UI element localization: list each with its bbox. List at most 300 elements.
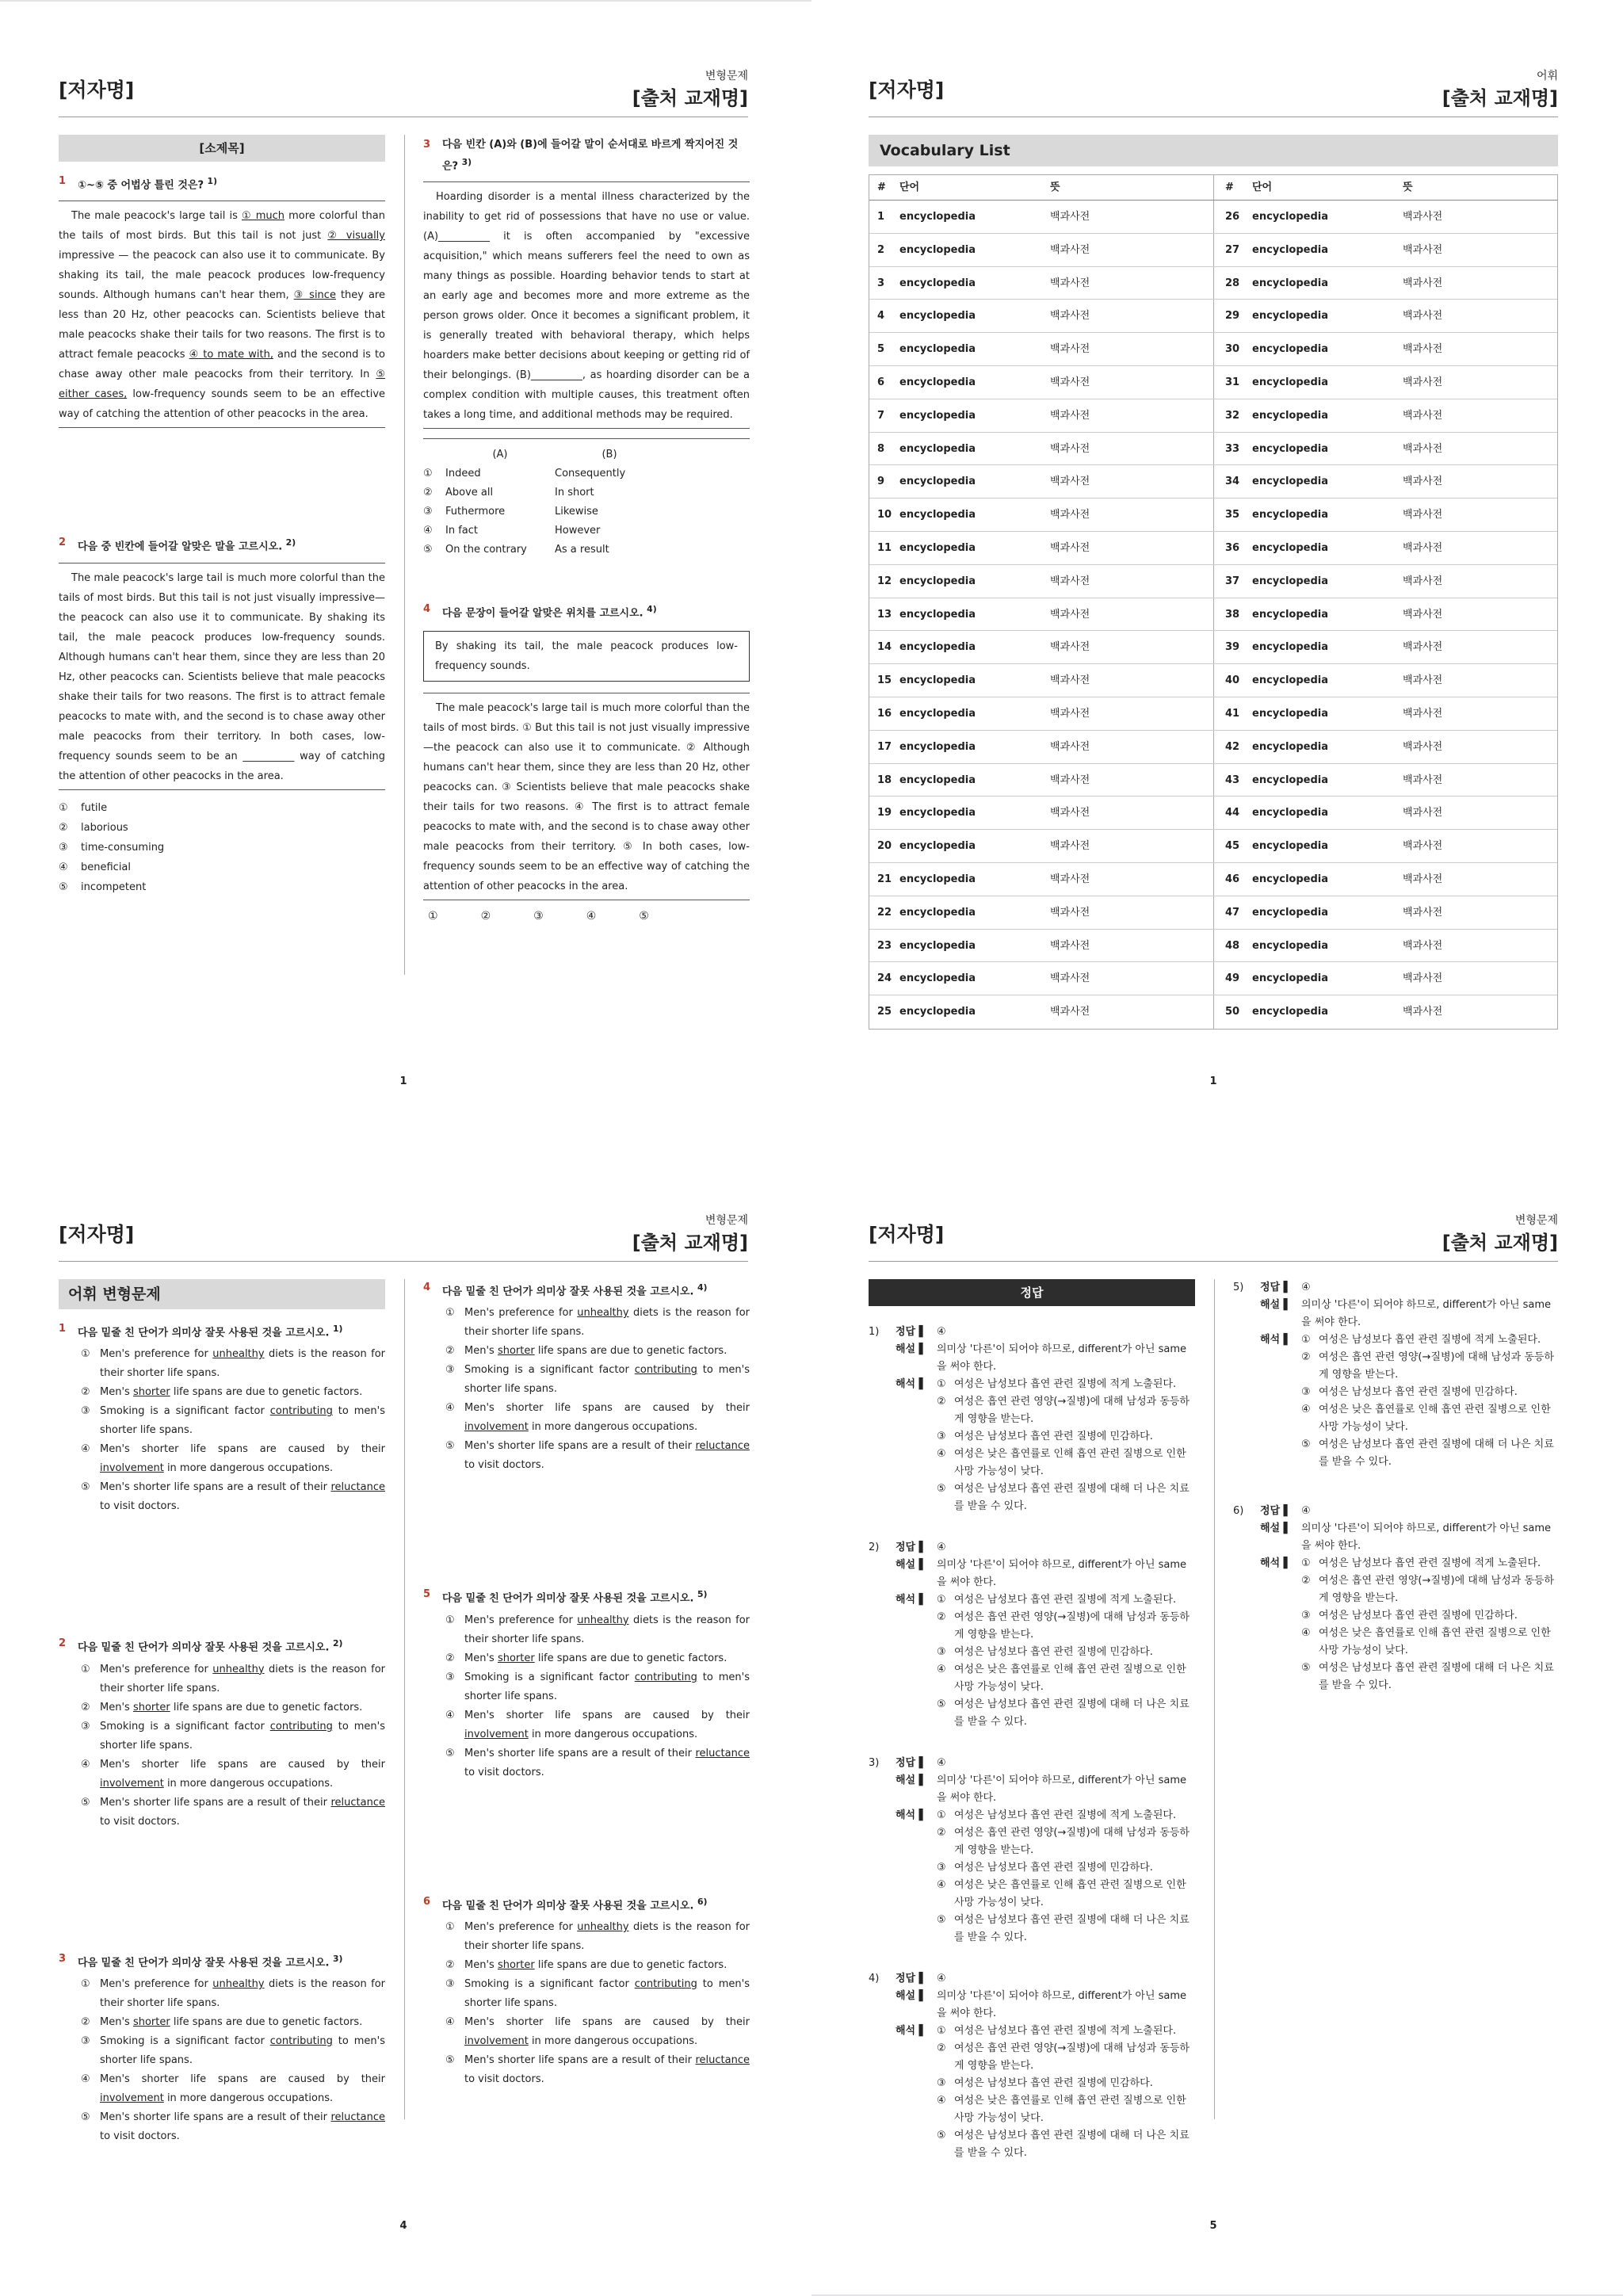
vocab-meaning: 백과사전 — [1403, 641, 1443, 654]
vocab-word: encyclopedia — [1252, 409, 1329, 422]
vocabulary-table — [869, 174, 1558, 1030]
vocab-word: encyclopedia — [899, 740, 976, 753]
vocab-meaning: 백과사전 — [1050, 433, 1214, 465]
option-item[interactable]: ① Men's preference for unhealthy diets is the reason for their shorter life spans. — [81, 1348, 385, 1380]
vocab-word: encyclopedia — [899, 409, 976, 422]
vocab-meaning: 백과사전 — [1050, 631, 1214, 663]
vocab-word: encyclopedia — [899, 674, 976, 687]
top-edge-bar — [0, 0, 812, 2]
vocab-number: 14 — [877, 641, 892, 654]
vocab-number: 10 — [877, 509, 892, 521]
vocabulary-row — [869, 731, 1557, 764]
vocabulary-row — [869, 962, 1557, 995]
option-item[interactable]: ⑤ Men's shorter life spans are a result of their reluctance to visit doctors. — [81, 1796, 385, 1828]
option-item[interactable]: ④ Men's shorter life spans are caused by their involvement in more dangerous occupations. — [445, 1709, 750, 1740]
answer-block: 3) 정답 ▌ ④ 해설 ▌ 의미상 '다른'이 되어야 하므로, different가 아닌 same을 써야 한다. 해석 ▌ ① 여성은 남성보다 흡연 관련 질병에 적게 노출된다. ② 여성은 흡연 관련 영양(→질병)에 대해 남성과 동등하게 영향을 받는다. ③ 여성은 남성보다 흡연 관련 질병에 민감하다. ④ 여성은 낮은 흡연률로 인해 흡연 관련 질병으로 인한 사망 가능성이 낮다. ⑤ 여성은 남성보다 흡연 관련 질병에 대해 더 나은 치료를 받을 수 있다. — [869, 1757, 1190, 1943]
question-options — [423, 1304, 750, 1475]
question-number: 2 — [59, 1637, 67, 1650]
vocab-question — [423, 1279, 750, 1475]
vocabulary-title: Vocabulary List — [869, 135, 1558, 166]
vocab-meaning: 백과사전 — [1403, 707, 1443, 720]
vocab-word: encyclopedia — [1252, 807, 1329, 819]
vocab-word: encyclopedia — [899, 1006, 976, 1018]
vocab-question — [59, 1950, 385, 2146]
vocab-number: 24 — [877, 972, 892, 985]
vocabulary-row — [869, 499, 1557, 532]
vocab-word: encyclopedia — [1252, 541, 1329, 554]
vocab-word: encyclopedia — [1252, 972, 1329, 985]
question-number: 1 — [59, 175, 67, 187]
question-prompt: 다음 밑줄 친 단어가 의미상 잘못 사용된 것을 고르시오. $^{5)}$ — [442, 1589, 708, 1605]
question-heading — [423, 1893, 750, 1915]
vocab-number: 45 — [1225, 840, 1240, 853]
vocab-number: 4 — [877, 310, 885, 323]
doc-kind: 변형문제 — [705, 1214, 748, 1227]
vocabulary-row — [869, 598, 1557, 632]
question-1-heading — [59, 173, 385, 194]
vocabulary-row — [869, 399, 1557, 433]
author-name: [저자명] — [59, 1223, 135, 1246]
vocab-question — [59, 1320, 385, 1516]
vocab-meaning: 백과사전 — [1403, 774, 1443, 786]
option-item[interactable]: ② Men's shorter life spans are due to genetic factors. — [81, 1386, 363, 1399]
vocab-meaning: 백과사전 — [1050, 664, 1214, 697]
vocab-meaning: 백과사전 — [1050, 863, 1214, 896]
vocab-word: encyclopedia — [1252, 641, 1329, 654]
vocabulary-table-header: # 단어 뜻 # 단어 뜻 — [869, 175, 1557, 201]
question-number: 4 — [423, 603, 431, 616]
page-header — [869, 62, 1558, 117]
vocab-number: 20 — [877, 840, 892, 853]
vocab-number: 19 — [877, 807, 892, 819]
vocab-number: 25 — [877, 1006, 892, 1018]
vocab-meaning: 백과사전 — [1050, 830, 1214, 862]
vocab-word: encyclopedia — [899, 376, 976, 388]
vocabulary-row — [869, 830, 1557, 863]
option-item[interactable]: ③ Smoking is a significant factor contributing to men's shorter life spans. — [81, 1720, 385, 1752]
vocab-meaning: 백과사전 — [1050, 731, 1214, 763]
vocab-word: encyclopedia — [1252, 442, 1329, 455]
answer-block: 1) 정답 ▌ ④ 해설 ▌ 의미상 '다른'이 되어야 하므로, different가 아닌 same을 써야 한다. 해석 ▌ ① 여성은 남성보다 흡연 관련 질병에 적게 노출된다. ② 여성은 흡연 관련 영양(→질병)에 대해 남성과 동등하게 영향을 받는다. ③ 여성은 남성보다 흡연 관련 질병에 민감하다. ④ 여성은 낮은 흡연률로 인해 흡연 관련 질병으로 인한 사망 가능성이 낮다. ⑤ 여성은 남성보다 흡연 관련 질병에 대해 더 나은 치료를 받을 수 있다. — [869, 1326, 1190, 1512]
vocab-number: 48 — [1225, 939, 1240, 952]
vocabulary-row — [869, 300, 1557, 333]
vocab-number: 41 — [1225, 707, 1240, 720]
vocabulary-row — [869, 333, 1557, 366]
vocab-number: 9 — [877, 476, 885, 488]
page-number: 4 — [399, 2220, 407, 2232]
vocabulary-row — [869, 631, 1557, 664]
author-name: [저자명] — [869, 1223, 945, 1246]
question-heading — [59, 1320, 385, 1342]
page-header — [59, 62, 748, 117]
option-item[interactable]: ② Men's shorter life spans are due to genetic factors. — [81, 1701, 363, 1713]
vocab-word: encyclopedia — [899, 807, 976, 819]
vocab-meaning: 백과사전 — [1403, 972, 1443, 985]
question-options — [59, 1660, 385, 1832]
vocab-number: 31 — [1225, 376, 1240, 388]
vocab-meaning: 백과사전 — [1403, 1006, 1443, 1018]
vocab-meaning: 백과사전 — [1050, 598, 1214, 631]
option-item[interactable]: ④ Men's shorter life spans are caused by their involvement in more dangerous occupations. — [81, 1758, 385, 1790]
vocab-number: 28 — [1225, 277, 1240, 289]
doc-kind: 변형문제 — [705, 70, 748, 82]
vocab-number: 13 — [877, 608, 892, 621]
vocab-number: 46 — [1225, 873, 1240, 885]
page-variant-questions — [59, 62, 748, 1108]
option-item[interactable]: ① Men's preference for unhealthy diets is the reason for their shorter life spans. — [445, 1920, 750, 1952]
question-1-passage: The male peacock's large tail is ① much more colorful than the tails of most birds. But this tail is not just ② visually impressive — the peacock can also use it to communicate. By shaking its tail, the male peacock produces low-frequency sounds. Although humans can't hear them, ③ since they are less than 20 Hz, other peacocks can. Scientists believe that male peacocks shake their tails for two reasons. The first is to attract female peacocks ④ to mate with, and the second is to chase away other male peacocks from their territory. In ⑤ either cases, low-frequency sounds seem to be an effective way of catching the attention of other peacocks in the area. — [59, 201, 385, 428]
vocab-question — [423, 1586, 750, 1782]
book-name: [출처 교재명] — [1442, 87, 1558, 109]
option-item[interactable]: ② Men's shorter life spans are due to genetic factors. — [445, 1958, 727, 1971]
vocab-word: encyclopedia — [1252, 277, 1329, 289]
vocab-word: encyclopedia — [1252, 740, 1329, 753]
question-number: 4 — [423, 1282, 431, 1293]
vocabulary-row — [869, 995, 1557, 1029]
page-answers — [869, 1206, 1558, 2252]
right-column — [423, 1279, 750, 2089]
vocab-meaning: 백과사전 — [1050, 201, 1214, 233]
answer-block: 4) 정답 ▌ ④ 해설 ▌ 의미상 '다른'이 되어야 하므로, different가 아닌 same을 써야 한다. 해석 ▌ ① 여성은 남성보다 흡연 관련 질병에 적게 노출된다. ② 여성은 흡연 관련 영양(→질병)에 대해 남성과 동등하게 영향을 받는다. ③ 여성은 남성보다 흡연 관련 질병에 민감하다. ④ 여성은 낮은 흡연률로 인해 흡연 관련 질병으로 인한 사망 가능성이 낮다. ⑤ 여성은 남성보다 흡연 관련 질병에 대해 더 나은 치료를 받을 수 있다. — [869, 1973, 1190, 2159]
vocab-meaning: 백과사전 — [1050, 499, 1214, 531]
option-item[interactable]: ④ Men's shorter life spans are caused by their involvement in more dangerous occupations. — [445, 1402, 750, 1434]
vocab-word: encyclopedia — [899, 243, 976, 256]
question-prompt: 다음 빈칸 (A)와 (B)에 들어갈 말이 순서대로 바르게 짝지어진 것은? $^{3)}$ — [442, 139, 739, 173]
vocab-meaning: 백과사전 — [1050, 399, 1214, 432]
choice-mark[interactable]: ③ — [533, 909, 544, 923]
vocab-meaning: 백과사전 — [1403, 243, 1443, 256]
vocab-meaning: 백과사전 — [1050, 300, 1214, 332]
left-column — [59, 1279, 385, 2146]
vocab-meaning: 백과사전 — [1050, 797, 1214, 829]
vocab-meaning: 백과사전 — [1050, 267, 1214, 300]
right-column — [1233, 1279, 1560, 1694]
option-item[interactable]: ① futile — [59, 801, 108, 814]
vocab-number: 5 — [877, 343, 885, 356]
vocab-word: encyclopedia — [1252, 211, 1329, 223]
question-3-passage: Hoarding disorder is a mental illness characterized by the inability to get rid of possessions that have no use or value. (A)__________ it is often accompanied by "excessive acquisition," which means sufferers feel the need to own as many things as possible. Hoarding behavior tends to start at an early age and becomes more and more extreme as the person grows older. Once it becomes a significant problem, it is generally treated with behavioral therapy, which helps hoarders make better decisions about keeping or getting rid of their belongings. (B)__________, as hoarding disorder can be a complex condition with multiple causes, this treatment often takes a long time, and additional methods may be required. — [423, 181, 750, 429]
vocab-number: 21 — [877, 873, 892, 885]
vocab-word: encyclopedia — [899, 972, 976, 985]
vocab-number: 44 — [1225, 807, 1240, 819]
vocab-meaning: 백과사전 — [1403, 211, 1443, 223]
vocab-word: encyclopedia — [899, 476, 976, 488]
vocab-meaning: 백과사전 — [1403, 310, 1443, 323]
vocab-word: encyclopedia — [899, 608, 976, 621]
vocabulary-row — [869, 664, 1557, 697]
option-item[interactable]: ⑤ incompetent — [59, 881, 147, 893]
question-4-choices — [423, 910, 750, 923]
vocab-word: encyclopedia — [899, 774, 976, 786]
option-item[interactable]: ③ time-consuming — [59, 841, 165, 854]
question-heading — [59, 1950, 385, 1972]
option-item[interactable]: ② Men's shorter life spans are due to genetic factors. — [81, 2015, 363, 2028]
question-number: 2 — [59, 537, 67, 549]
option-item[interactable]: ⑤ Men's shorter life spans are a result of their reluctance to visit doctors. — [445, 2053, 750, 2085]
question-prompt: ①~⑤ 중 어법상 틀린 것은? $^{1)}$ — [78, 176, 218, 192]
option-item[interactable]: ④ Men's shorter life spans are caused by their involvement in more dangerous occupations. — [81, 2073, 385, 2104]
author-name: [저자명] — [869, 78, 945, 101]
vocab-number: 50 — [1225, 1006, 1240, 1018]
vocab-word: encyclopedia — [1252, 476, 1329, 488]
vocab-word: encyclopedia — [1252, 1006, 1329, 1018]
question-prompt: 다음 중 빈칸에 들어갈 알맞은 말을 고르시오. $^{2)}$ — [78, 537, 296, 553]
option-item[interactable]: ① Men's preference for unhealthy diets is the reason for their shorter life spans. — [445, 1614, 750, 1645]
vocab-number: 18 — [877, 774, 892, 786]
option-item[interactable]: ① Indeed Consequently — [423, 468, 626, 480]
question-number: 3 — [423, 139, 431, 151]
question-prompt: 다음 밑줄 친 단어가 의미상 잘못 사용된 것을 고르시오. $^{3)}$ — [78, 1953, 343, 1969]
option-item[interactable]: ④ Men's shorter life spans are caused by their involvement in more dangerous occupations. — [445, 2015, 750, 2047]
question-3-heading — [423, 136, 750, 175]
vocabulary-row — [869, 366, 1557, 399]
vocab-word: encyclopedia — [899, 873, 976, 885]
page-vocabulary-list — [869, 62, 1558, 1108]
vocab-meaning: 백과사전 — [1050, 930, 1214, 962]
option-item[interactable]: ① Men's preference for unhealthy diets is the reason for their shorter life spans. — [81, 1663, 385, 1694]
insert-sentence-box: By shaking its tail, the male peacock produces low-frequency sounds. — [423, 631, 750, 682]
vocab-meaning: 백과사전 — [1403, 277, 1443, 289]
option-item[interactable]: ③ Smoking is a significant factor contributing to men's shorter life spans. — [445, 1364, 750, 1396]
vocabulary-row — [869, 267, 1557, 300]
section-title: [소제목] — [59, 135, 385, 162]
left-column — [869, 1279, 1195, 2162]
vocab-word: encyclopedia — [899, 277, 976, 289]
vocab-number: 30 — [1225, 343, 1240, 356]
book-name: [출처 교재명] — [1442, 1232, 1558, 1254]
question-number: 5 — [423, 1588, 431, 1601]
vocab-question — [59, 1635, 385, 1831]
vocab-word: encyclopedia — [899, 343, 976, 356]
vocabulary-row — [869, 201, 1557, 234]
author-name: [저자명] — [59, 78, 135, 101]
question-number: 3 — [59, 1952, 67, 1965]
vocab-number: 36 — [1225, 541, 1240, 554]
option-item[interactable]: ② Men's shorter life spans are due to genetic factors. — [445, 1345, 727, 1358]
vocab-word: encyclopedia — [1252, 674, 1329, 687]
answers-title: 정답 — [869, 1279, 1195, 1306]
vocab-word: encyclopedia — [899, 906, 976, 919]
vocab-number: 42 — [1225, 740, 1240, 753]
vocab-word: encyclopedia — [1252, 243, 1329, 256]
question-2-passage: The male peacock's large tail is much more colorful than the tails of most birds. But this tail is not just visually impressive—the peacock can also use it to communicate. By shaking its tail, the male peacock produces low-frequency sounds. Although humans can't hear them, since they are less than 20 Hz, other peacocks can. Scientists believe that male peacocks shake their tails for two reasons. The first is to attract female peacocks to mate with, and the second is to chase away other male peacocks from their territory. In both cases, low-frequency sounds seem to be an __________ way of catching the attention of other peacocks in the area. — [59, 563, 385, 790]
vocab-meaning: 백과사전 — [1403, 873, 1443, 885]
question-prompt: 다음 밑줄 친 단어가 의미상 잘못 사용된 것을 고르시오. $^{6)}$ — [442, 1896, 708, 1912]
column-divider — [404, 1279, 405, 2119]
vocab-meaning: 백과사전 — [1050, 764, 1214, 797]
choice-mark[interactable]: ① — [428, 909, 438, 923]
vocab-meaning: 백과사전 — [1050, 532, 1214, 564]
question-heading — [59, 1635, 385, 1656]
book-name: [출처 교재명] — [632, 1232, 748, 1254]
vocab-meaning: 백과사전 — [1403, 376, 1443, 388]
option-item[interactable]: ④ Men's shorter life spans are caused by their involvement in more dangerous occupations. — [81, 1443, 385, 1475]
choice-mark[interactable]: ④ — [586, 909, 597, 923]
doc-kind: 어휘 — [1536, 70, 1558, 82]
answer-block: 2) 정답 ▌ ④ 해설 ▌ 의미상 '다른'이 되어야 하므로, different가 아닌 same을 써야 한다. 해석 ▌ ① 여성은 남성보다 흡연 관련 질병에 적게 노출된다. ② 여성은 흡연 관련 영양(→질병)에 대해 남성과 동등하게 영향을 받는다. ③ 여성은 남성보다 흡연 관련 질병에 민감하다. ④ 여성은 낮은 흡연률로 인해 흡연 관련 질병으로 인한 사망 가능성이 낮다. ⑤ 여성은 남성보다 흡연 관련 질병에 대해 더 나은 치료를 받을 수 있다. — [869, 1541, 1190, 1728]
vocabulary-row — [869, 863, 1557, 896]
vocab-number: 33 — [1225, 442, 1240, 455]
vocab-meaning: 백과사전 — [1050, 465, 1214, 498]
vocab-meaning: 백과사전 — [1403, 343, 1443, 356]
vocab-meaning: 백과사전 — [1050, 333, 1214, 365]
vocab-number: 17 — [877, 740, 892, 753]
vocab-number: 34 — [1225, 476, 1240, 488]
option-item[interactable]: ④ beneficial — [59, 861, 132, 873]
option-item[interactable]: ③ Smoking is a significant factor contributing to men's shorter life spans. — [445, 1977, 750, 2009]
vocab-number: 15 — [877, 674, 892, 687]
vocab-word: encyclopedia — [1252, 343, 1329, 356]
vocab-number: 26 — [1225, 211, 1240, 223]
option-item[interactable]: ③ Smoking is a significant factor contributing to men's shorter life spans. — [445, 1671, 750, 1702]
question-heading — [423, 1279, 750, 1301]
vocab-meaning: 백과사전 — [1403, 575, 1443, 587]
doc-kind: 변형문제 — [1514, 1214, 1558, 1227]
vocab-meaning: 백과사전 — [1050, 366, 1214, 399]
vocab-meaning: 백과사전 — [1050, 995, 1214, 1029]
vocab-meaning: 백과사전 — [1403, 939, 1443, 952]
vocab-meaning: 백과사전 — [1050, 896, 1214, 929]
page-header — [59, 1206, 748, 1262]
vocab-meaning: 백과사전 — [1403, 740, 1443, 753]
vocabulary-row — [869, 433, 1557, 466]
options-header: (A) (B) — [492, 449, 617, 461]
vocab-number: 39 — [1225, 641, 1240, 654]
vocab-number: 2 — [877, 243, 885, 256]
page-vocabulary-questions — [59, 1206, 748, 2252]
vocabulary-row — [869, 797, 1557, 830]
vocab-meaning: 백과사전 — [1403, 541, 1443, 554]
vocab-word: encyclopedia — [899, 939, 976, 952]
option-item[interactable]: ② laborious — [59, 821, 128, 834]
vocabulary-row — [869, 532, 1557, 565]
vocab-word: encyclopedia — [1252, 873, 1329, 885]
page-header — [869, 1206, 1558, 1262]
option-item[interactable]: ⑤ Men's shorter life spans are a result of their reluctance to visit doctors. — [81, 2111, 385, 2142]
page-number: 1 — [1209, 1075, 1217, 1087]
vocab-word: encyclopedia — [899, 575, 976, 587]
option-item[interactable]: ② Men's shorter life spans are due to genetic factors. — [445, 1652, 727, 1664]
option-item[interactable]: ⑤ Men's shorter life spans are a result of their reluctance to visit doctors. — [445, 1440, 750, 1472]
vocab-meaning: 백과사전 — [1403, 608, 1443, 621]
page-number: 5 — [1209, 2220, 1217, 2232]
vocab-number: 37 — [1225, 575, 1240, 587]
option-item[interactable]: ④ In fact However — [423, 525, 601, 537]
question-4-passage: The male peacock's large tail is much more colorful than the tails of most birds. ① But this tail is not just visually impressive—the peacock can also use it to communicate. ② Although humans can't hear them, since they are less than 20 Hz, other peacocks can. ③ Scientists believe that male peacocks shake their tails for two reasons. ④ The first is to attract female peacocks to mate with, and the second is to chase away other male peacocks from their territory. ⑤ In both cases, low-frequency sounds seem to be an effective way of catching the attention of other peacocks in the area. — [423, 693, 750, 900]
vocab-number: 7 — [877, 409, 885, 422]
vocab-number: 35 — [1225, 509, 1240, 521]
vocabulary-row — [869, 930, 1557, 963]
option-item[interactable]: ③ Futhermore Likewise — [423, 506, 598, 518]
vocab-word: encyclopedia — [1252, 939, 1329, 952]
section-title: 어휘 변형문제 — [59, 1279, 385, 1309]
vocab-word: encyclopedia — [1252, 608, 1329, 621]
vocab-number: 8 — [877, 442, 885, 455]
page-number: 1 — [399, 1075, 407, 1087]
vocab-word: encyclopedia — [1252, 575, 1329, 587]
vocab-word: encyclopedia — [1252, 840, 1329, 853]
option-item[interactable]: ⑤ On the contrary As a result — [423, 544, 609, 556]
vocab-meaning: 백과사전 — [1403, 509, 1443, 521]
vocab-word: encyclopedia — [899, 310, 976, 323]
vocab-number: 27 — [1225, 243, 1240, 256]
left-column — [59, 135, 385, 897]
column-divider — [1214, 1279, 1215, 2119]
vocabulary-row — [869, 465, 1557, 499]
right-column — [423, 135, 750, 923]
vocab-meaning: 백과사전 — [1050, 697, 1214, 730]
vocab-meaning: 백과사전 — [1403, 442, 1443, 455]
vocab-number: 32 — [1225, 409, 1240, 422]
question-4-heading — [423, 601, 750, 622]
vocab-number: 43 — [1225, 774, 1240, 786]
vocab-meaning: 백과사전 — [1403, 409, 1443, 422]
question-options — [423, 1611, 750, 1782]
column-divider — [404, 135, 405, 975]
option-item[interactable]: ② Above all In short — [423, 487, 594, 499]
vocab-meaning: 백과사전 — [1403, 906, 1443, 919]
question-options — [59, 1345, 385, 1516]
vocab-number: 3 — [877, 277, 885, 289]
vocab-meaning: 백과사전 — [1403, 807, 1443, 819]
vocabulary-row — [869, 764, 1557, 797]
vocab-word: encyclopedia — [1252, 906, 1329, 919]
vocab-number: 6 — [877, 376, 885, 388]
vocab-word: encyclopedia — [899, 541, 976, 554]
vocab-meaning: 백과사전 — [1403, 840, 1443, 853]
vocab-word: encyclopedia — [1252, 707, 1329, 720]
vocab-word: encyclopedia — [899, 641, 976, 654]
answer-block: 6) 정답 ▌ ④ 해설 ▌ 의미상 '다른'이 되어야 하므로, different가 아닌 same을 써야 한다. 해석 ▌ ① 여성은 남성보다 흡연 관련 질병에 적게 노출된다. ② 여성은 흡연 관련 영양(→질병)에 대해 남성과 동등하게 영향을 받는다. ③ 여성은 남성보다 흡연 관련 질병에 민감하다. ④ 여성은 낮은 흡연률로 인해 흡연 관련 질병으로 인한 사망 가능성이 낮다. ⑤ 여성은 남성보다 흡연 관련 질병에 대해 더 나은 치료를 받을 수 있다. — [1233, 1505, 1554, 1691]
question-prompt: 다음 문장이 들어갈 알맞은 위치를 고르시오. $^{4)}$ — [442, 604, 657, 620]
vocab-word: encyclopedia — [1252, 310, 1329, 323]
choice-mark[interactable]: ⑤ — [639, 909, 649, 923]
choice-mark[interactable]: ② — [480, 909, 491, 923]
vocab-word: encyclopedia — [1252, 376, 1329, 388]
question-3-options — [423, 438, 750, 560]
vocab-number: 40 — [1225, 674, 1240, 687]
vocab-word: encyclopedia — [899, 442, 976, 455]
option-item[interactable]: ① Men's preference for unhealthy diets is the reason for their shorter life spans. — [81, 1977, 385, 2009]
vocabulary-row — [869, 697, 1557, 731]
vocabulary-row — [869, 565, 1557, 598]
question-prompt: 다음 밑줄 친 단어가 의미상 잘못 사용된 것을 고르시오. $^{4)}$ — [442, 1282, 708, 1298]
vocabulary-row — [869, 234, 1557, 267]
question-options — [59, 1975, 385, 2146]
question-number: 1 — [59, 1323, 67, 1335]
vocabulary-row — [869, 896, 1557, 930]
vocab-number: 23 — [877, 939, 892, 952]
option-item[interactable]: ③ Smoking is a significant factor contributing to men's shorter life spans. — [81, 2034, 385, 2066]
vocab-meaning: 백과사전 — [1050, 234, 1214, 266]
vocab-number: 49 — [1225, 972, 1240, 985]
option-item[interactable]: ① Men's preference for unhealthy diets is the reason for their shorter life spans. — [445, 1307, 750, 1339]
vocab-number: 1 — [877, 211, 885, 223]
vocab-word: encyclopedia — [899, 211, 976, 223]
option-item[interactable]: ⑤ Men's shorter life spans are a result of their reluctance to visit doctors. — [81, 1481, 385, 1513]
option-item[interactable]: ③ Smoking is a significant factor contributing to men's shorter life spans. — [81, 1405, 385, 1437]
vocab-number: 29 — [1225, 310, 1240, 323]
answer-block: 5) 정답 ▌ ④ 해설 ▌ 의미상 '다른'이 되어야 하므로, different가 아닌 same을 써야 한다. 해석 ▌ ① 여성은 남성보다 흡연 관련 질병에 적게 노출된다. ② 여성은 흡연 관련 영양(→질병)에 대해 남성과 동등하게 영향을 받는다. ③ 여성은 남성보다 흡연 관련 질병에 민감하다. ④ 여성은 낮은 흡연률로 인해 흡연 관련 질병으로 인한 사망 가능성이 낮다. ⑤ 여성은 남성보다 흡연 관련 질병에 대해 더 나은 치료를 받을 수 있다. — [1233, 1282, 1554, 1468]
question-prompt: 다음 밑줄 친 단어가 의미상 잘못 사용된 것을 고르시오. $^{2)}$ — [78, 1638, 343, 1654]
vocab-meaning: 백과사전 — [1050, 565, 1214, 598]
question-number: 6 — [423, 1895, 431, 1908]
option-item[interactable]: ⑤ Men's shorter life spans are a result of their reluctance to visit doctors. — [445, 1747, 750, 1778]
vocab-number: 12 — [877, 575, 892, 587]
vocab-word: encyclopedia — [899, 509, 976, 521]
vocab-number: 47 — [1225, 906, 1240, 919]
vocab-number: 16 — [877, 707, 892, 720]
